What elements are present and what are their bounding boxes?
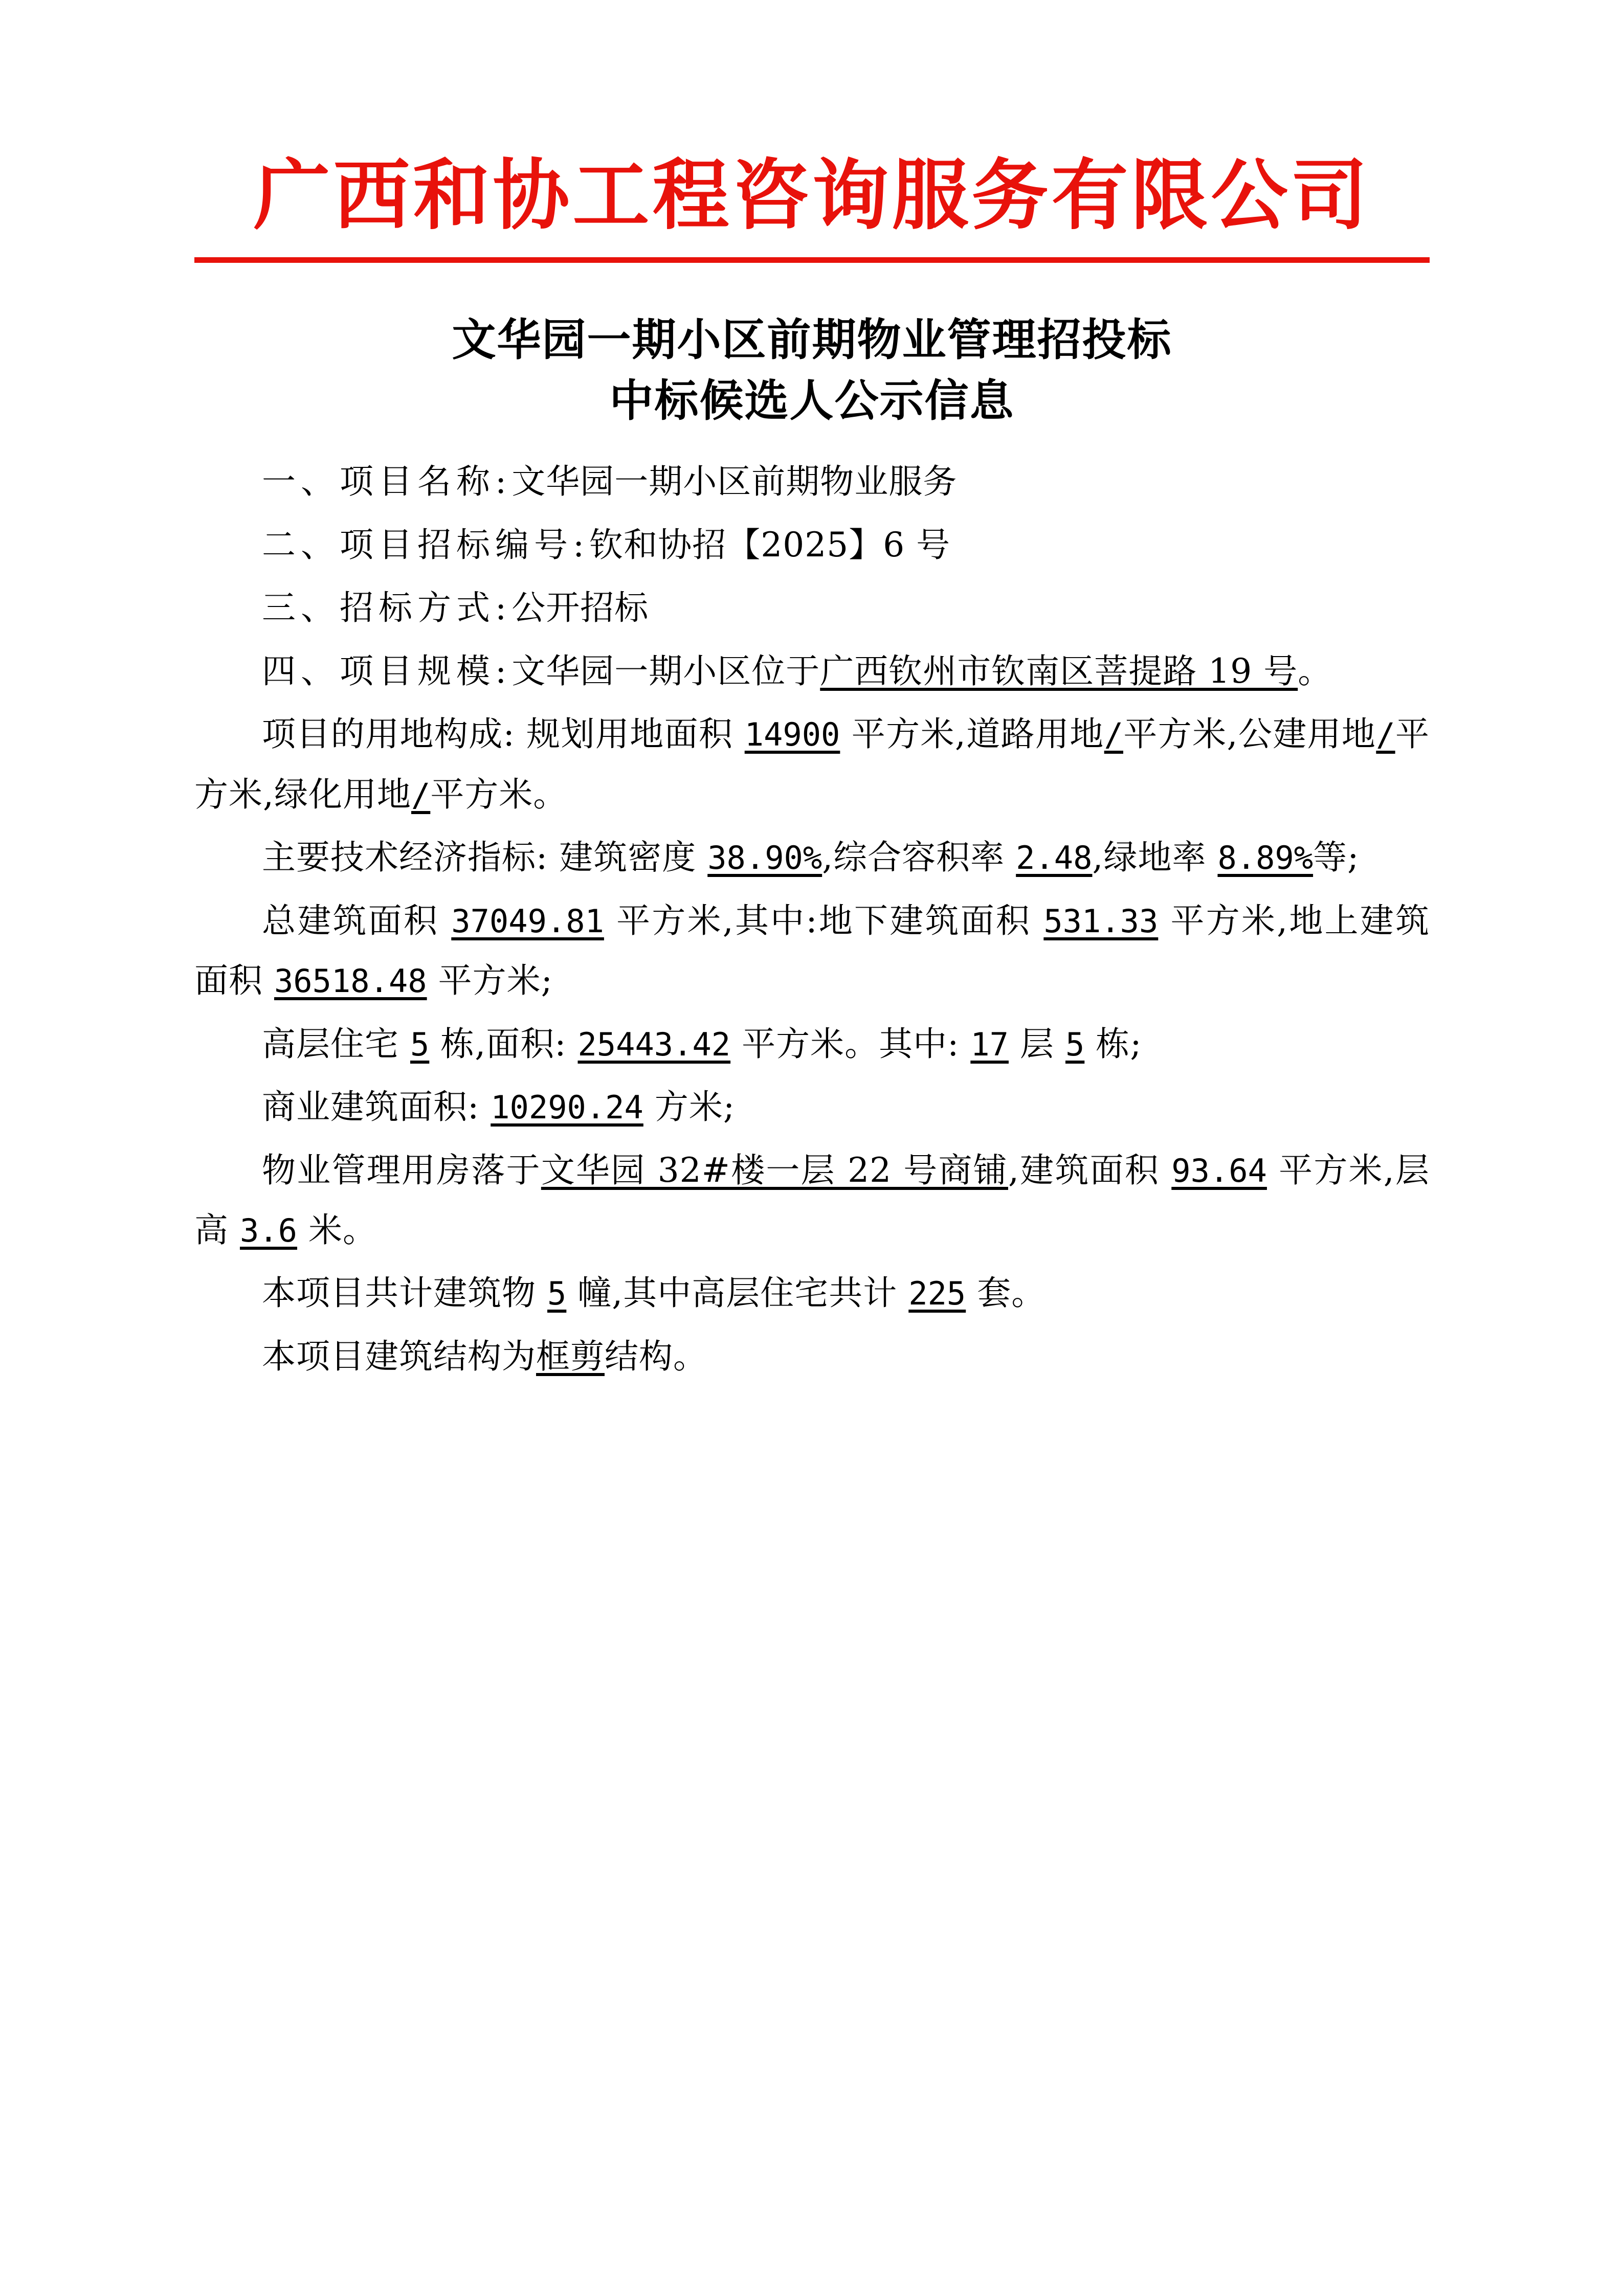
area-t4: 平方米; bbox=[427, 961, 553, 1001]
item-project-scale-text-b: 。 bbox=[1298, 651, 1332, 691]
land-t2: 平方米,道路用地 bbox=[840, 714, 1104, 754]
residential-t2: 栋,面积: bbox=[429, 1024, 578, 1064]
land-t4: 平方米,绿化用地 bbox=[194, 714, 1430, 814]
area-t1: 总建筑面积 bbox=[262, 901, 452, 940]
structure-type-value: 框剪 bbox=[536, 1336, 605, 1376]
land-road-value: / bbox=[1104, 716, 1123, 754]
residential-units-value: 225 bbox=[908, 1275, 966, 1313]
land-lead: 项目的用地构成: bbox=[262, 714, 515, 754]
underground-area-value: 531.33 bbox=[1043, 902, 1159, 940]
structure-t1: 本项目建筑结构为 bbox=[262, 1336, 536, 1376]
land-t1: 规划用地面积 bbox=[515, 714, 745, 754]
management-room-location-value: 文华园 32#楼一层 22 号商铺 bbox=[541, 1150, 1008, 1190]
green-ratio-value: 8.89% bbox=[1217, 839, 1314, 877]
item-tender-method-value: 公开招标 bbox=[511, 588, 649, 628]
paragraph-technical-indicators bbox=[194, 827, 1430, 887]
page-title-line-2: 中标候选人公示信息 bbox=[609, 375, 1015, 426]
land-area-value: 14900 bbox=[744, 716, 840, 754]
land-t5: 平方米。 bbox=[430, 774, 568, 814]
item-project-name-label: 一、项目名称: bbox=[262, 462, 512, 502]
item-project-scale-address: 广西钦州市钦南区菩提路 19 号 bbox=[820, 651, 1298, 691]
total-area-value: 37049.81 bbox=[451, 902, 604, 940]
management-room-t4: 米。 bbox=[297, 1210, 377, 1250]
management-room-t2: ,建筑面积 bbox=[1008, 1150, 1172, 1190]
commercial-area-value: 10290.24 bbox=[491, 1089, 643, 1127]
indicators-lead: 主要技术经济指标: bbox=[262, 838, 548, 877]
land-green-value: / bbox=[411, 776, 431, 814]
company-letterhead: 广西和协工程咨询服务有限公司 bbox=[253, 150, 1371, 240]
commercial-t2: 方米; bbox=[643, 1087, 736, 1127]
residential-t1: 高层住宅 bbox=[262, 1024, 410, 1064]
indicators-t4: 等; bbox=[1313, 838, 1360, 877]
commercial-t1: 商业建筑面积: bbox=[262, 1087, 491, 1127]
building-density-value: 38.90% bbox=[707, 839, 822, 877]
item-tender-number-value: 钦和协招【2025】6 号 bbox=[589, 525, 951, 565]
item-project-name-value: 文华园一期小区前期物业服务 bbox=[511, 462, 958, 502]
residential-t4: 层 bbox=[1008, 1024, 1065, 1064]
paragraph-total-area bbox=[194, 891, 1430, 1011]
page-title bbox=[194, 310, 1430, 431]
management-room-t3: 平方米,层高 bbox=[194, 1150, 1430, 1250]
residential-t3: 平方米。其中: bbox=[730, 1024, 971, 1064]
item-tender-number bbox=[194, 515, 1430, 575]
item-project-name bbox=[194, 452, 1430, 511]
item-tender-number-label: 二、项目招标编号: bbox=[262, 525, 590, 565]
letterhead-divider bbox=[194, 257, 1430, 263]
management-room-area-value: 93.64 bbox=[1171, 1152, 1267, 1189]
structure-t2: 结构。 bbox=[605, 1336, 707, 1376]
buildings-count-value: 5 bbox=[547, 1275, 567, 1313]
item-project-scale-text-a: 文华园一期小区位于 bbox=[511, 651, 820, 691]
indicators-t3: ,绿地率 bbox=[1092, 838, 1218, 877]
paragraph-management-room bbox=[194, 1140, 1430, 1260]
buildings-t3: 套。 bbox=[966, 1273, 1046, 1313]
residential-area-value: 25443.42 bbox=[577, 1025, 731, 1063]
area-t2: 平方米,其中:地下建筑面积 bbox=[604, 901, 1044, 940]
area-t3: 平方米,地上建筑面积 bbox=[194, 901, 1430, 1001]
indicators-t2: ,综合容积率 bbox=[822, 838, 1016, 877]
buildings-t2: 幢,其中高层住宅共计 bbox=[566, 1273, 909, 1313]
residential-floors-count-value: 5 bbox=[1065, 1025, 1085, 1063]
paragraph-building-count bbox=[194, 1263, 1430, 1323]
paragraph-residential bbox=[194, 1014, 1430, 1074]
land-public-value: / bbox=[1376, 716, 1395, 754]
management-room-t1: 物业管理用房落于 bbox=[262, 1150, 541, 1190]
item-tender-method bbox=[194, 578, 1430, 638]
item-tender-method-label: 三、招标方式: bbox=[262, 588, 512, 628]
residential-t5: 栋; bbox=[1084, 1024, 1142, 1064]
paragraph-commercial bbox=[194, 1077, 1430, 1137]
buildings-t1: 本项目共计建筑物 bbox=[262, 1273, 547, 1313]
item-project-scale bbox=[194, 641, 1430, 701]
residential-count-value: 5 bbox=[410, 1025, 430, 1063]
indicators-t1: 建筑密度 bbox=[548, 838, 708, 877]
land-t3: 平方米,公建用地 bbox=[1123, 714, 1376, 754]
page-title-line-1: 文华园一期小区前期物业管理招投标 bbox=[452, 314, 1172, 366]
paragraph-land-composition bbox=[194, 704, 1430, 824]
management-room-height-value: 3.6 bbox=[239, 1211, 297, 1249]
aboveground-area-value: 36518.48 bbox=[274, 962, 427, 1000]
paragraph-structure bbox=[194, 1326, 1430, 1386]
item-project-scale-label: 四、项目规模: bbox=[262, 651, 512, 691]
plot-ratio-value: 2.48 bbox=[1016, 839, 1093, 877]
residential-floors-value: 17 bbox=[970, 1025, 1009, 1063]
document-body bbox=[194, 452, 1430, 1386]
